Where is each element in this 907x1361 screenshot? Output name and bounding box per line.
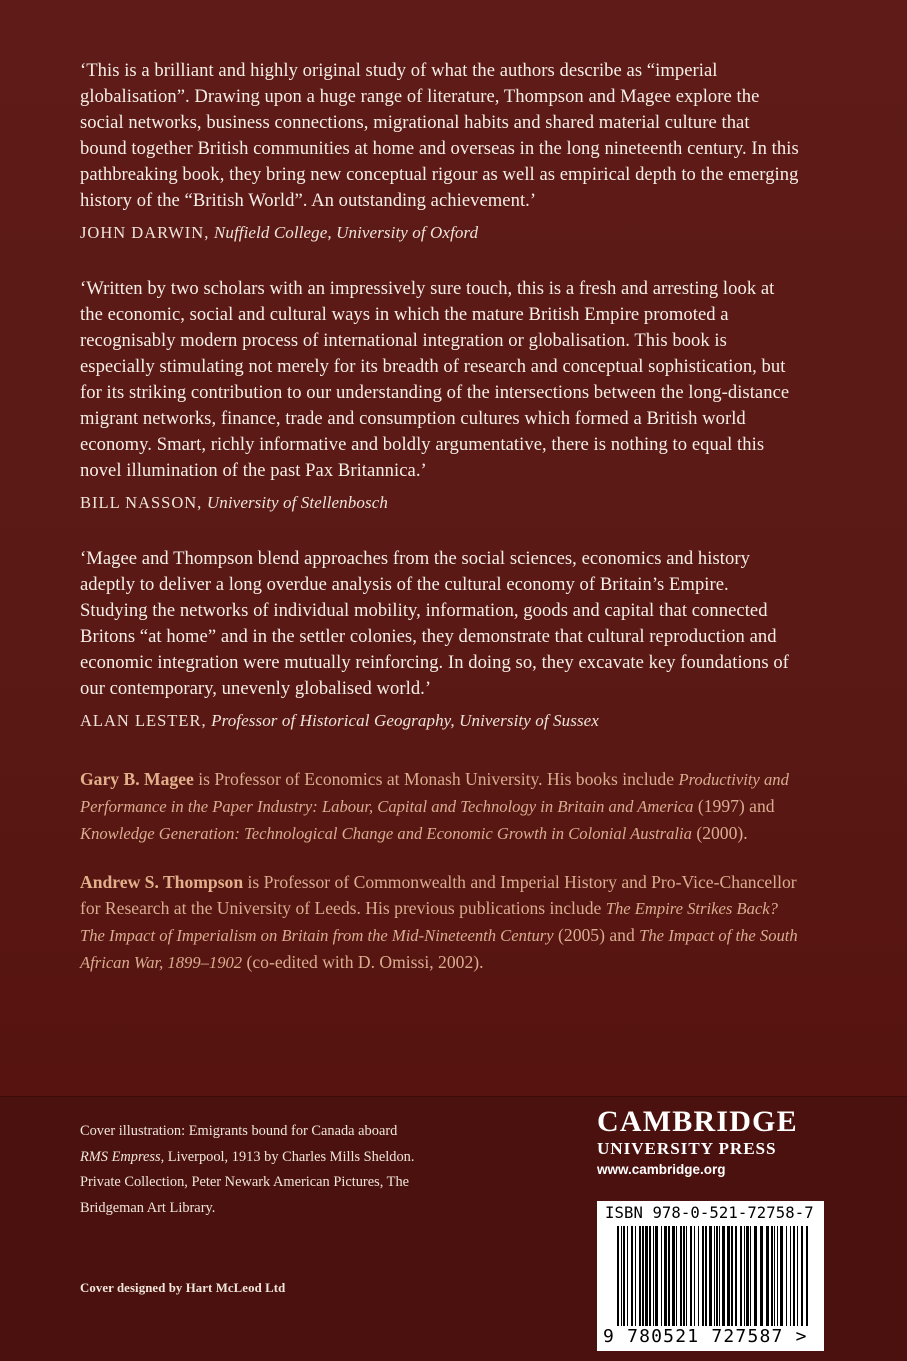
barcode-bar — [642, 1226, 644, 1326]
barcode-bar — [760, 1226, 763, 1326]
barcode-bar — [639, 1226, 641, 1326]
author-name: Gary B. Magee — [80, 769, 194, 789]
barcode-bar — [649, 1226, 651, 1326]
endorsement-attribution — [80, 222, 800, 244]
book-title: Knowledge Generation: Technological Change and Economic Growth in Colonial Australia — [80, 824, 692, 843]
endorser-affiliation: Nuffield College, University of Oxford — [213, 223, 479, 242]
barcode-bar — [690, 1226, 692, 1326]
barcode-bar — [719, 1226, 720, 1326]
barcode-bar — [631, 1226, 633, 1326]
barcode-bar — [680, 1226, 682, 1326]
barcode-bar — [705, 1226, 707, 1326]
book-title: The Empire Strikes Back? The Impact of Imperialism on Britain from the Mid-Nineteenth Century — [80, 899, 778, 945]
barcode-bar — [766, 1226, 769, 1326]
publisher-subname: UNIVERSITY PRESS — [597, 1139, 777, 1158]
barcode-bar — [716, 1226, 718, 1326]
barcode-bar — [806, 1226, 808, 1326]
barcode-bar — [668, 1226, 670, 1326]
barcode-bar — [774, 1226, 775, 1326]
bio-text: is Professor of Economics at Monash University. His books include — [193, 769, 679, 789]
barcode-bar — [801, 1226, 803, 1326]
barcode-bar — [617, 1226, 619, 1326]
barcode-bar — [714, 1226, 715, 1326]
credit-line — [80, 1145, 480, 1171]
barcode-bar — [793, 1226, 795, 1326]
endorser-name: BILL NASSON, — [80, 493, 203, 512]
bio-text: is Professor of Commonwealth and Imperial History and Pro-Vice-Chancellor for Research at the University of Leeds. His previous publications include — [80, 872, 797, 918]
barcode-bar — [694, 1226, 695, 1326]
credit-line: Bridgeman Art Library. — [80, 1199, 216, 1216]
barcode-bar — [686, 1226, 687, 1326]
barcode-bar — [731, 1226, 733, 1326]
credit-text: , Liverpool, 1913 by Charles Mills Sheldon. — [160, 1148, 415, 1165]
barcode-bar — [777, 1226, 778, 1326]
barcode-bar — [623, 1226, 625, 1326]
book-title: Productivity and Performance in the Paper Industry: Labour, Capital and Technology in Britain and America — [80, 770, 789, 816]
barcode-bars — [617, 1226, 812, 1326]
barcode-bar — [627, 1226, 628, 1326]
barcode-digits: 9 780521 727587 > — [603, 1326, 808, 1347]
isbn-label: ISBN 978-0-521-72758-7 — [605, 1204, 814, 1222]
endorsement-2 — [80, 276, 800, 514]
barcode-bar — [661, 1226, 662, 1326]
endorsement-1 — [80, 58, 800, 244]
barcode-bar — [754, 1226, 757, 1326]
ship-name: RMS Empress — [80, 1148, 161, 1165]
endorser-affiliation: Professor of Historical Geography, University of Sussex — [211, 711, 599, 730]
barcode-bar — [797, 1226, 798, 1326]
barcode-bar — [653, 1226, 654, 1326]
barcode-bar — [740, 1226, 742, 1326]
cover-footer — [0, 1096, 907, 1361]
barcode-bar — [744, 1226, 745, 1326]
barcode-bar — [664, 1226, 667, 1326]
endorser-name: ALAN LESTER, — [80, 711, 207, 730]
barcode-bar — [702, 1226, 704, 1326]
bio-text: (co-edited with D. Omissi, 2002). — [242, 952, 484, 972]
isbn-barcode — [597, 1201, 824, 1351]
endorsement-text: ‘This is a brilliant and highly original study of what the authors describe as “imperial globalisation”. Drawing upon a huge range of literature, Thompson and Magee explore the social networks, business connections, migrational habits and shared material culture that bound together British communities at home and overseas in the long nineteenth century. In this pathbreaking book, they bring new conceptual rigour as well as empirical depth to the emerging history of the “British World”. An outstanding achievement.’ — [80, 60, 799, 211]
barcode-bar — [780, 1226, 783, 1326]
barcode-bar — [676, 1226, 677, 1326]
bio-text: (2005) and — [553, 925, 640, 945]
cover-content — [80, 58, 800, 976]
bio-text: (2000). — [691, 823, 748, 843]
barcode-bar — [786, 1226, 787, 1326]
author-bio-thompson — [80, 869, 800, 976]
barcode-bar — [790, 1226, 791, 1326]
barcode-bar — [672, 1226, 675, 1326]
barcode-bar — [746, 1226, 749, 1326]
credit-line: Cover illustration: Emigrants bound for Canada aboard — [80, 1123, 398, 1139]
barcode-bar — [735, 1226, 737, 1326]
barcode-bar — [621, 1226, 622, 1326]
author-name: Andrew S. Thompson — [80, 872, 244, 892]
bio-text: (1997) and — [693, 796, 775, 816]
barcode-bar — [635, 1226, 636, 1326]
endorser-name: JOHN DARWIN, — [80, 223, 210, 242]
barcode-bar — [771, 1226, 773, 1326]
credit-line: Private Collection, Peter Newark American Pictures, The — [80, 1174, 410, 1190]
author-bios — [80, 766, 800, 976]
book-title: The Impact of the South African War, 1899–1902 — [80, 926, 798, 972]
barcode-bar — [750, 1226, 751, 1326]
endorsement-text: ‘Written by two scholars with an impressively sure touch, this is a fresh and arresting look at the economic, social and cultural ways in which the mature British Empire promoted a recognisably modern process of international integration or globalisation. This book is especially stimulating not merely for its breadth of research and conceptual sophistication, but for its striking contribution to our understanding of the intersections between the long-distance migrant networks, finance, trade and consumption cultures which formed a British world economy. Smart, richly informative and boldly argumentative, there is nothing to equal this novel illumination of the past Pax Britannica.’ — [80, 278, 790, 481]
endorser-affiliation: University of Stellenbosch — [206, 493, 388, 512]
endorsement-3 — [80, 546, 800, 732]
publisher-name: CAMBRIDGE — [597, 1105, 798, 1138]
barcode-bar — [645, 1226, 648, 1326]
barcode-bar — [727, 1226, 730, 1326]
publisher-logo — [597, 1105, 837, 1177]
barcode-bar — [709, 1226, 712, 1326]
cover-designer-credit: Cover designed by Hart McLeod Ltd — [80, 1281, 286, 1295]
endorsement-text: ‘Magee and Thompson blend approaches from the social sciences, economics and history adeptly to deliver a long overdue analysis of the cultural economy of Britain’s Empire. Studying the networks of individual mobility, information, goods and capital that connected Britons “at home” and in the settler colonies, they demonstrate that cultural reproduction and economic integration were mutually reinforcing. In doing so, they excavate key foundations of our contemporary, unevenly globalised world.’ — [80, 548, 789, 699]
publisher-url: www.cambridge.org — [597, 1162, 726, 1177]
barcode-bar — [655, 1226, 658, 1326]
author-bio-magee — [80, 766, 800, 847]
barcode-bar — [683, 1226, 685, 1326]
barcode-bar — [722, 1226, 725, 1326]
cover-illustration-credit — [80, 1119, 480, 1221]
barcode-bar — [698, 1226, 699, 1326]
endorsement-attribution — [80, 492, 800, 514]
endorsement-attribution — [80, 710, 800, 732]
